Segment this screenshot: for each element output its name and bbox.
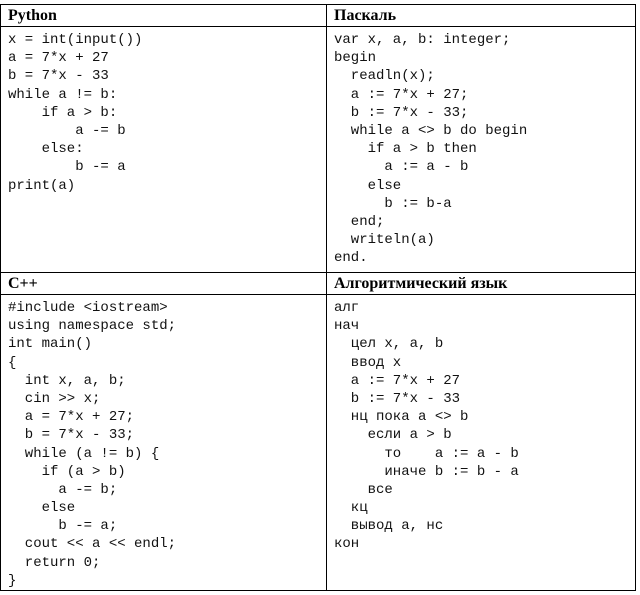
code-line: b := 7*x - 33 [334, 390, 461, 407]
code-line: if a > b: [8, 104, 118, 121]
code-line: end; [334, 213, 385, 230]
code-line: a -= b [8, 122, 126, 139]
code-line: cin >> x; [8, 390, 101, 407]
code-line: while a != b: [8, 86, 118, 103]
code-line: все [334, 481, 393, 498]
python-code [1, 27, 326, 195]
code-line: end. [334, 250, 368, 267]
cpp-title: C++ [8, 275, 38, 292]
pascal-code-cell [327, 27, 635, 273]
code-line: b := b-a [334, 195, 452, 212]
code-line: то a := a - b [334, 445, 519, 462]
cpp-code-cell [1, 295, 327, 590]
code-line: if a > b then [334, 141, 477, 158]
pascal-code [327, 27, 635, 267]
code-comparison-table [0, 4, 636, 591]
algo-header-cell [327, 273, 635, 295]
code-line: while (a != b) { [8, 445, 160, 462]
code-line: else: [8, 141, 84, 158]
python-header-cell [1, 5, 327, 27]
code-line: a = 7*x + 27 [8, 50, 109, 67]
code-line: b = 7*x - 33; [8, 427, 135, 444]
code-line: a := 7*x + 27; [334, 86, 469, 103]
code-line: if (a > b) [8, 463, 126, 480]
pascal-header-cell [327, 5, 635, 27]
code-line: b -= a; [8, 518, 118, 535]
code-line: нц пока a <> b [334, 409, 469, 426]
code-line: b = 7*x - 33 [8, 68, 109, 85]
code-line: ввод x [334, 354, 402, 371]
code-line: var x, a, b: integer; [334, 32, 511, 48]
code-line: writeln(a) [334, 232, 435, 249]
code-line: a := 7*x + 27 [334, 372, 461, 389]
code-line: нач [334, 318, 360, 335]
code-line: если a > b [334, 427, 452, 444]
cpp-header-cell [1, 273, 327, 295]
code-line: int x, a, b; [8, 372, 126, 389]
code-line: кц [334, 500, 368, 517]
code-line: print(a) [8, 177, 76, 194]
code-line: a := a - b [334, 159, 469, 176]
code-line: вывод a, нс [334, 518, 444, 535]
code-line: b := 7*x - 33; [334, 104, 469, 121]
code-line: цел x, a, b [334, 336, 444, 353]
code-line: иначе b := b - a [334, 463, 519, 480]
python-code-cell [1, 27, 327, 273]
cpp-code [1, 295, 326, 590]
code-line: } [8, 572, 17, 589]
algo-code [327, 295, 635, 554]
code-line: алг [334, 300, 360, 316]
code-line: begin [334, 50, 377, 67]
code-line: b -= a [8, 159, 126, 176]
code-line: using namespace std; [8, 318, 177, 335]
pascal-title: Паскаль [334, 7, 397, 24]
algo-code-cell [327, 295, 635, 590]
code-line: кон [334, 536, 360, 553]
code-line: { [8, 354, 17, 371]
code-line: cout << a << endl; [8, 536, 177, 553]
algo-title: Алгоритмический язык [334, 275, 508, 292]
code-line: #include <iostream> [8, 300, 168, 316]
code-line: a = 7*x + 27; [8, 409, 135, 426]
code-line: return 0; [8, 554, 101, 571]
code-line: int main() [8, 336, 93, 353]
code-line: else [8, 500, 76, 517]
code-line: else [334, 177, 402, 194]
code-line: while a <> b do begin [334, 122, 528, 139]
python-title: Python [8, 7, 57, 24]
code-line: readln(x); [334, 68, 435, 85]
code-line: a -= b; [8, 481, 118, 498]
code-line: x = int(input()) [8, 32, 143, 48]
